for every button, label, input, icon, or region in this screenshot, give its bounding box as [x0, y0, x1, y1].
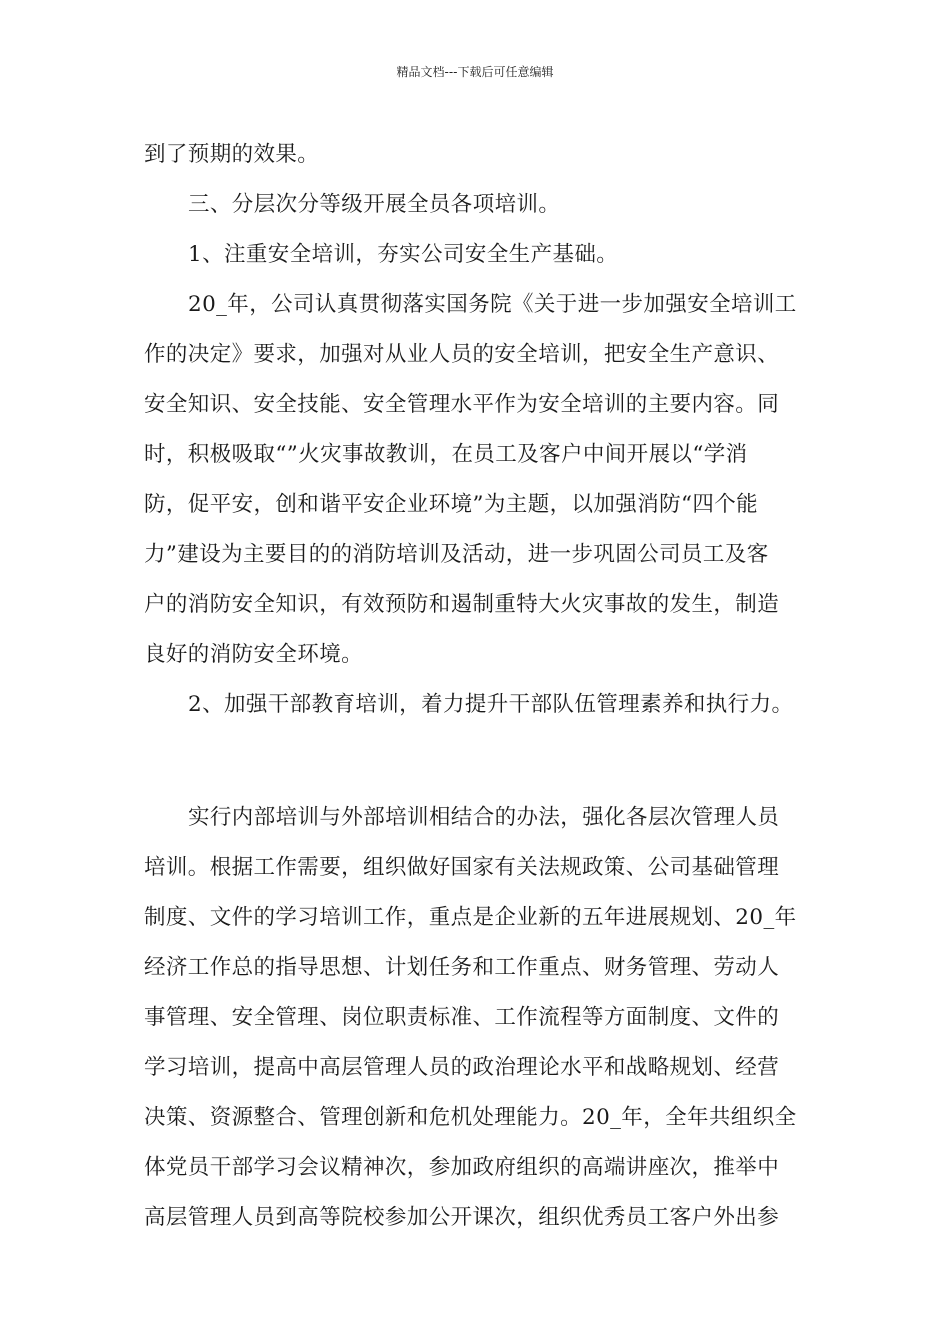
paragraph-line: 时，积极吸取“”火灾事故教训，在员工及客户中间开展以“学消: [144, 442, 748, 467]
document-body: [144, 130, 814, 1243]
paragraph-line: 经济工作总的指导思想、计划任务和工作重点、财务管理、劳动人: [144, 955, 780, 980]
paragraph-line: 力”建设为主要目的的消防培训及活动，进一步巩固公司员工及客: [144, 542, 769, 567]
paragraph-line: 作的决定》要求，加强对从业人员的安全培训，把安全生产意识、: [144, 342, 780, 367]
page-header: 精品文档---下载后可任意编辑: [396, 65, 554, 79]
paragraph-line: 户的消防安全知识，有效预防和遏制重特大火灾事故的发生，制造: [144, 592, 780, 617]
subsection-heading: 2、加强干部教育培训，着力提升干部队伍管理素养和执行力。: [188, 692, 794, 717]
paragraph-line: 制度、文件的学习培训工作，重点是企业新的五年进展规划、20_年: [144, 905, 797, 930]
paragraph-spacer: [144, 730, 814, 793]
paragraph-line: 安全知识、安全技能、安全管理水平作为安全培训的主要内容。同: [144, 392, 780, 417]
paragraph-line: 事管理、安全管理、岗位职责标准、工作流程等方面制度、文件的: [144, 1005, 780, 1030]
subsection-heading: 1、注重安全培训，夯实公司安全生产基础。: [188, 242, 619, 267]
paragraph-line: 20_年，公司认真贯彻落实国务院《关于进一步加强安全培训工: [188, 292, 797, 317]
paragraph-line: 防，促平安，创和谐平安企业环境”为主题，以加强消防“四个能: [144, 492, 759, 517]
paragraph-line: 学习培训，提高中高层管理人员的政治理论水平和战略规划、经营: [144, 1055, 780, 1080]
paragraph-line: 到了预期的效果。: [144, 142, 320, 167]
paragraph-line: 体党员干部学习会议精神次，参加政府组织的高端讲座次，推举中: [144, 1155, 780, 1180]
section-heading: 三、分层次分等级开展全员各项培训。: [188, 192, 561, 217]
paragraph-line: 实行内部培训与外部培训相结合的办法，强化各层次管理人员: [188, 805, 780, 830]
paragraph-line: 良好的消防安全环境。: [144, 642, 364, 667]
paragraph-line: 培训。根据工作需要，组织做好国家有关法规政策、公司基础管理: [144, 855, 780, 880]
paragraph-line: 决策、资源整合、管理创新和危机处理能力。20_年，全年共组织全: [144, 1105, 797, 1130]
paragraph-line: 高层管理人员到高等院校参加公开课次，组织优秀员工客户外出参: [144, 1205, 780, 1230]
